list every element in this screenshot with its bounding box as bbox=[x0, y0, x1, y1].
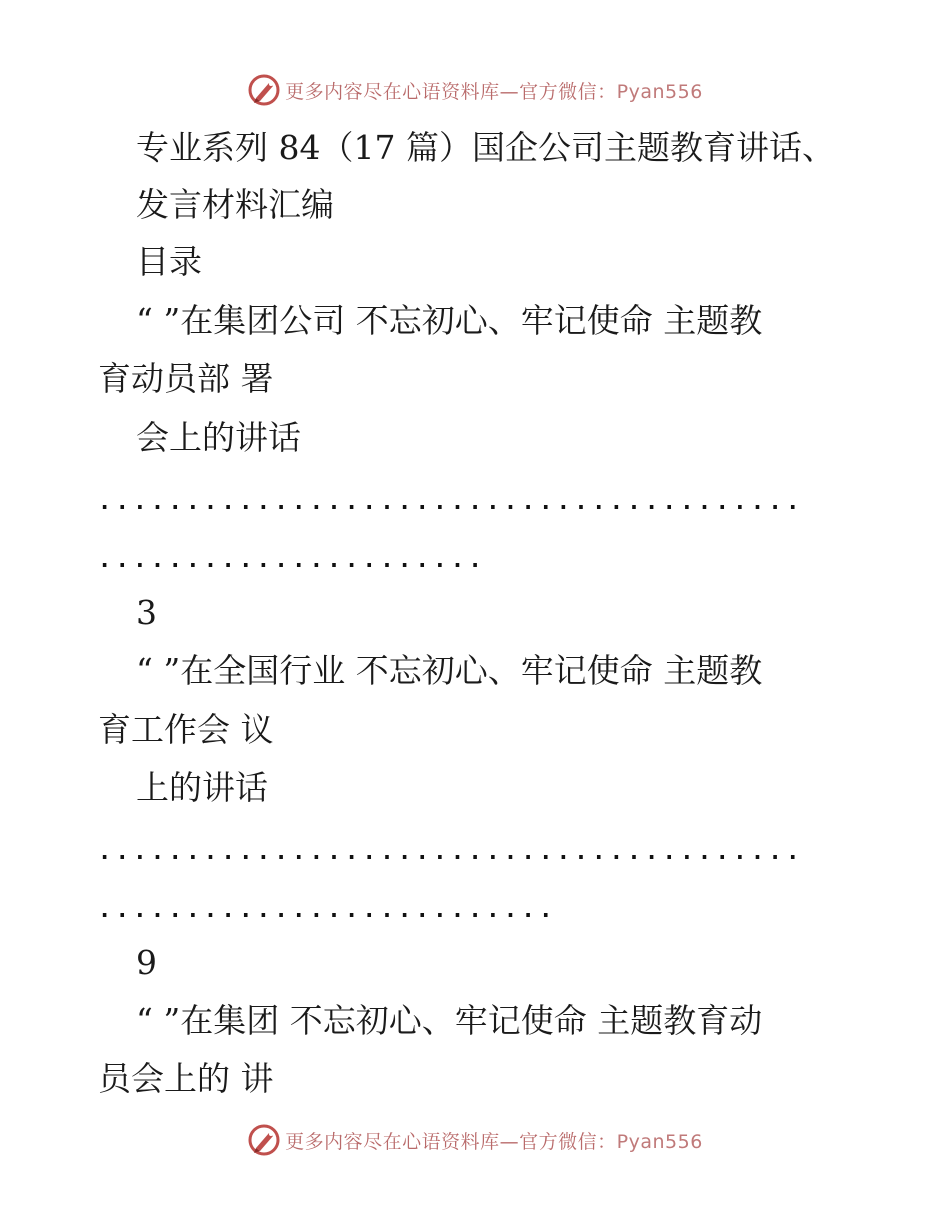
toc-entry-1-line1: “ ”在集团公司 不忘初心、牢记使命 主题教 bbox=[136, 301, 763, 340]
toc-entry-2-leader-dots-cont: .......................... bbox=[98, 898, 557, 923]
pen-logo-icon bbox=[247, 73, 281, 107]
header-banner bbox=[0, 70, 950, 110]
banner-text: 更多内容尽在心语资料库—官方微信：Pyan556 bbox=[285, 1130, 703, 1153]
toc-entry-1-leader-dots: ........................................ bbox=[98, 490, 804, 515]
wechat-id: Pyan556 bbox=[616, 80, 703, 103]
banner-text: 更多内容尽在心语资料库—官方微信：Pyan556 bbox=[285, 80, 703, 103]
toc-entry-2-line1: “ ”在全国行业 不忘初心、牢记使命 主题教 bbox=[136, 651, 763, 690]
toc-entry-1-line2: 育动员部 署 bbox=[98, 359, 274, 398]
toc-entry-1-line3: 会上的讲话 bbox=[136, 418, 301, 457]
toc-entry-2-line3: 上的讲话 bbox=[136, 768, 268, 807]
toc-entry-2-page-number: 9 bbox=[136, 943, 157, 982]
toc-entry-2-leader-dots: ........................................ bbox=[98, 840, 804, 865]
toc-entry-1-leader-dots-cont: ...................... bbox=[98, 548, 487, 573]
pen-logo-icon bbox=[247, 1123, 281, 1157]
document-title-line1: 专业系列 84（17 篇）国企公司主题教育讲话、 bbox=[136, 128, 835, 167]
wechat-id: Pyan556 bbox=[616, 1130, 703, 1153]
toc-heading: 目录 bbox=[136, 242, 202, 281]
toc-entry-2-line2: 育工作会 议 bbox=[98, 710, 274, 749]
footer-banner bbox=[0, 1120, 950, 1160]
document-title-line2: 发言材料汇编 bbox=[136, 185, 334, 224]
toc-entry-3-line2: 员会上的 讲 bbox=[98, 1059, 274, 1098]
toc-entry-3-line1: “ ”在集团 不忘初心、牢记使命 主题教育动 bbox=[136, 1001, 763, 1040]
toc-entry-1-page-number: 3 bbox=[136, 593, 157, 632]
